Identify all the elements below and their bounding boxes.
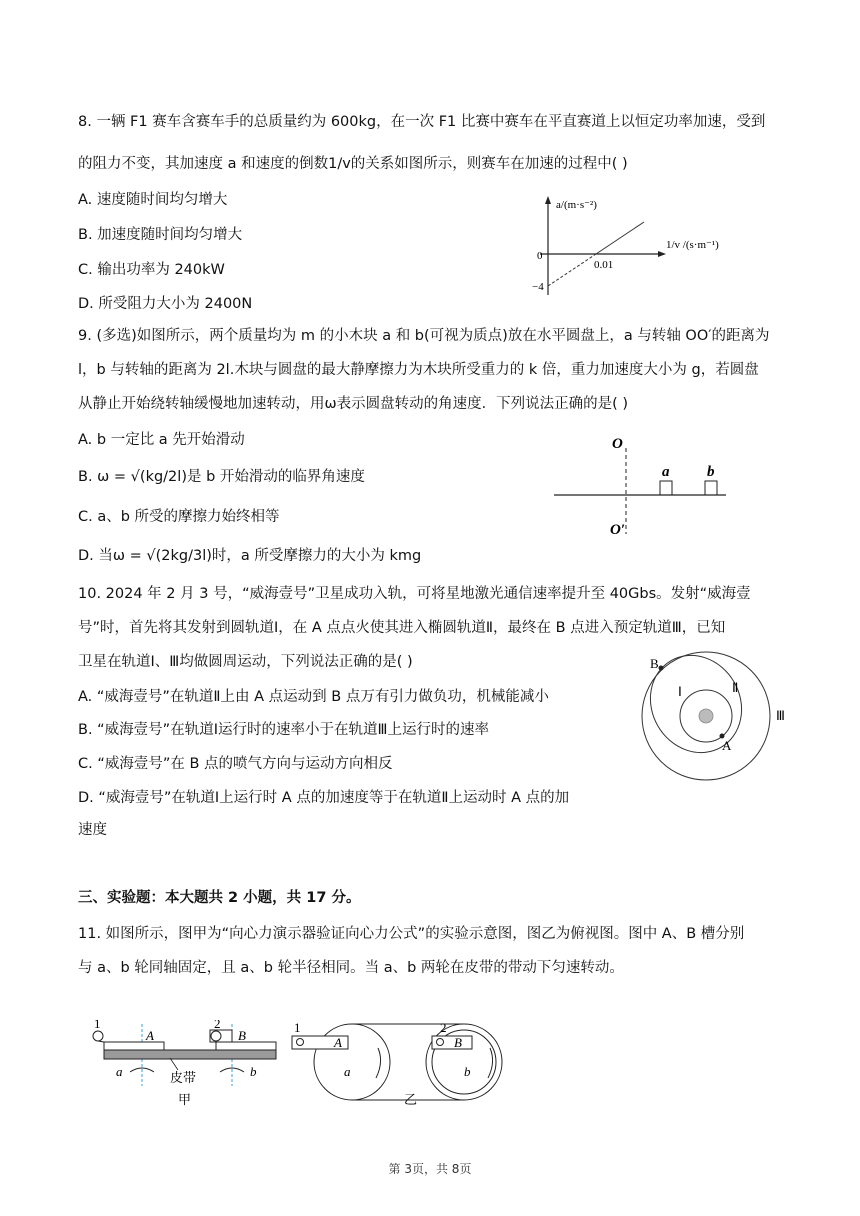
- q10-line-2: 号”时，首先将其发射到圆轨道Ⅰ，在 A 点点火使其进入椭圆轨道Ⅱ，最终在 B 点进入预定轨道Ⅲ，已知: [78, 620, 726, 636]
- page-footer: 第 3页，共 8页: [388, 1162, 472, 1176]
- q11-jia-num-1: 1: [94, 1020, 101, 1031]
- q9-line-1: 9. (多选)如图所示，两个质量均为 m 的小木块 a 和 b(可视为质点)放在水平圆盘上，a 与转轴 OO′的距离为: [78, 328, 770, 344]
- q11-yi-label-b-upper: B: [454, 1035, 462, 1050]
- q10-label-orbit-1: Ⅰ: [678, 684, 682, 699]
- q8-option-b: B. 加速度随时间均匀增大: [78, 227, 243, 243]
- q8-graph-origin: 0: [537, 250, 543, 262]
- q9-label-a: a: [662, 464, 670, 480]
- q10-label-orbit-2: Ⅱ: [732, 680, 739, 695]
- q9-figure: [548, 428, 748, 540]
- q10-option-a: A. “威海壹号”在轨道Ⅱ上由 A 点运动到 B 点万有引力做负功，机械能减小: [78, 689, 549, 705]
- q8-option-c: C. 输出功率为 240kW: [78, 262, 225, 278]
- q11-figure-yi: [288, 1020, 518, 1110]
- q9-option-a: A. b 一定比 a 先开始滑动: [78, 432, 245, 448]
- q9-option-c: C. a、b 所受的摩擦力始终相等: [78, 509, 280, 525]
- q8-graph-x-tick: 0.01: [594, 259, 614, 271]
- q8-graph-x-label: 1/v /(s·m⁻¹): [666, 239, 719, 251]
- section-3-heading: 三、实验题：本大题共 2 小题，共 17 分。: [78, 890, 361, 906]
- q11-yi-caption: 乙: [404, 1092, 418, 1107]
- q10-line-3: 卫星在轨道Ⅰ、Ⅲ均做圆周运动，下列说法正确的是( ): [78, 654, 413, 670]
- q8-graph: [520, 190, 740, 305]
- q11-jia-belt-label: 皮带: [170, 1070, 197, 1085]
- q11-yi-label-a-lower: a: [344, 1064, 351, 1079]
- q8-option-a: A. 速度随时间均匀增大: [78, 192, 228, 208]
- q11-line-2: 与 a、b 轮同轴固定，且 a、b 轮半径相同。当 a、b 两轮在皮带的带动下匀速转动。: [78, 960, 624, 976]
- q8-line-2: 的阻力不变，其加速度 a 和速度的倒数1/v的关系如图所示，则赛车在加速的过程中( ): [78, 156, 628, 172]
- q11-jia-label-a-upper: A: [146, 1028, 154, 1043]
- q9-label-b: b: [707, 464, 715, 480]
- q9-label-o: O: [612, 436, 623, 452]
- q8-graph-y-tick: −4: [532, 281, 544, 293]
- q11-yi-num-2: 2: [440, 1020, 447, 1035]
- q9-line-2: l，b 与转轴的距离为 2l.木块与圆盘的最大静摩擦力为木块所受重力的 k 倍，重力加速度大小为 g，若圆盘: [78, 362, 759, 378]
- q10-label-orbit-3: Ⅲ: [776, 708, 785, 723]
- q9-option-d: D. 当ω = √(2kg/3l)时，a 所受摩擦力的大小为 kmg: [78, 548, 422, 564]
- q11-jia-caption: 甲: [178, 1092, 192, 1107]
- q10-option-d-continued: 速度: [78, 822, 107, 838]
- q11-yi-label-b-lower: b: [464, 1064, 471, 1079]
- q10-orbit-figure: [628, 644, 808, 784]
- q11-line-1: 11. 如图所示，图甲为“向心力演示器验证向心力公式”的实验示意图，图乙为俯视图。图中 A、B 槽分别: [78, 926, 745, 942]
- q9-line-3: 从静止开始绕转轴缓慢地加速转动，用ω表示圆盘转动的角速度．下列说法正确的是( ): [78, 396, 629, 412]
- q10-label-b: B: [650, 656, 659, 671]
- q9-option-b: B. ω = √(kg/2l)是 b 开始滑动的临界角速度: [78, 469, 365, 485]
- q10-option-c: C. “威海壹号”在 B 点的喷气方向与运动方向相反: [78, 756, 393, 772]
- q10-option-d: D. “威海壹号”在轨道Ⅰ上运行时 A 点的加速度等于在轨道Ⅱ上运动时 A 点的加: [78, 790, 570, 806]
- q11-yi-label-a-upper: A: [334, 1035, 342, 1050]
- q8-option-d: D. 所受阻力大小为 2400N: [78, 296, 253, 312]
- q10-option-b: B. “威海壹号”在轨道Ⅰ运行时的速率小于在轨道Ⅲ上运行时的速率: [78, 722, 489, 738]
- q10-line-1: 10. 2024 年 2 月 3 号，“威海壹号”卫星成功入轨，可将星地激光通信速率提升至 40Gbs。发射“威海壹: [78, 586, 751, 602]
- q11-jia-num-2: 2: [214, 1020, 221, 1031]
- q11-jia-label-b-upper: B: [238, 1028, 246, 1043]
- q11-figure-jia: [86, 1020, 296, 1110]
- q11-jia-label-b-lower: b: [250, 1064, 257, 1079]
- q8-graph-y-label: a/(m·s⁻²): [556, 199, 597, 211]
- q9-label-o-prime: O′: [610, 522, 626, 538]
- q11-yi-num-1: 1: [294, 1020, 301, 1035]
- q11-jia-label-a-lower: a: [116, 1064, 123, 1079]
- q8-line-1: 8. 一辆 F1 赛车含赛车手的总质量约为 600kg，在一次 F1 比赛中赛车在平直赛道上以恒定功率加速，受到: [78, 114, 766, 130]
- q10-label-a: A: [722, 738, 732, 753]
